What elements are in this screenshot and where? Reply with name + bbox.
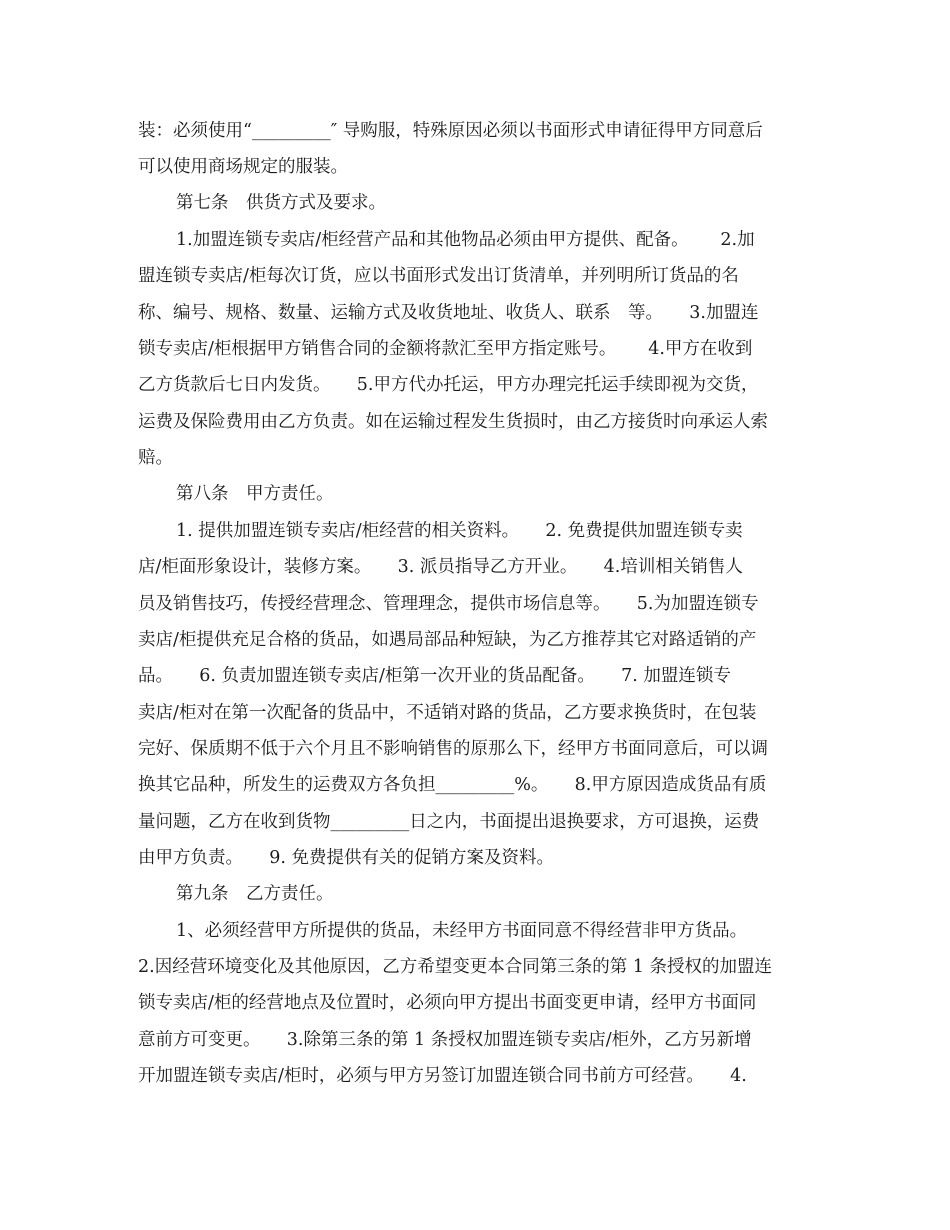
body-line: 可以使用商场规定的服装。 <box>138 157 348 177</box>
body-line: 锁专卖店/柜的经营地点及位置时，必须向甲方提出书面变更申请，经甲方书面同 <box>138 993 757 1013</box>
body-line: 开加盟连锁专卖店/柜时，必须与甲方另签订加盟连锁合同书前方可经营。 4. <box>138 1066 747 1086</box>
body-line: 量问题，乙方在收到货物_________日之内，书面提出退换要求，方可退换，运费 <box>138 812 760 832</box>
body-line: 由甲方负责。 9. 免费提供有关的促销方案及资料。 <box>138 848 555 868</box>
body-line: 员及销售技巧，传授经营理念、管理理念，提供市场信息等。 5.为加盟连锁专 <box>138 594 759 614</box>
article-8-heading: 第八条 甲方责任。 <box>176 484 334 504</box>
body-line: 店/柜面形象设计，装修方案。 3. 派员指导乙方开业。 4.培训相关销售人 <box>138 557 743 577</box>
body-line: 完好、保质期不低于六个月且不影响销售的原那么下，经甲方书面同意后，可以调 <box>138 739 768 759</box>
body-line: 锁专卖店/柜根据甲方销售合同的金额将款汇至甲方指定账号。 4.甲方在收到 <box>138 339 753 359</box>
body-line: 2.因经营环境变化及其他原因，乙方希望变更本合同第三条的第 1 条授权的加盟连 <box>138 957 772 977</box>
body-line: 品。 6. 负责加盟连锁专卖店/柜第一次开业的货品配备。 7. 加盟连锁专 <box>138 666 731 686</box>
body-line: 意前方可变更。 3.除第三条的第 1 条授权加盟连锁专卖店/柜外，乙方另新增 <box>138 1030 752 1050</box>
body-line: 盟连锁专卖店/柜每次订货，应以书面形式发出订货清单，并列明所订货品的名 <box>138 266 739 286</box>
body-line: 换其它品种，所发生的运费双方各负担_________%。 8.甲方原因造成货品有质 <box>138 775 767 795</box>
body-line: 装：必须使用“_________″ 导购服，特殊原因必须以书面形式申请征得甲方同意后 <box>138 121 763 141</box>
body-line: 1.加盟连锁专卖店/柜经营产品和其他物品必须由甲方提供、配备。 2.加 <box>176 230 755 250</box>
body-line: 运费及保险费用由乙方负责。如在运输过程发生货损时，由乙方接货时向承运人索 <box>138 412 768 432</box>
body-line: 赔。 <box>138 448 173 468</box>
body-line: 1. 提供加盟连锁专卖店/柜经营的相关资料。 2. 免费提供加盟连锁专卖 <box>176 521 743 541</box>
body-line: 1、必须经营甲方所提供的货品，未经甲方书面同意不得经营非甲方货品。 <box>176 921 748 941</box>
article-7-heading: 第七条 供货方式及要求。 <box>176 193 386 213</box>
body-line: 乙方货款后七日内发货。 5.甲方代办托运，甲方办理完托运手续即视为交货， <box>138 375 759 395</box>
body-line: 卖店/柜提供充足合格的货品，如遇局部品种短缺，为乙方推荐其它对路适销的产 <box>138 630 757 650</box>
article-9-heading: 第九条 乙方责任。 <box>176 884 334 904</box>
body-line: 称、编号、规格、数量、运输方式及收货地址、收货人、联系 等。 3.加盟连 <box>138 303 759 323</box>
body-line: 卖店/柜对在第一次配备的货品中，不适销对路的货品，乙方要求换货时，在包装 <box>138 703 757 723</box>
